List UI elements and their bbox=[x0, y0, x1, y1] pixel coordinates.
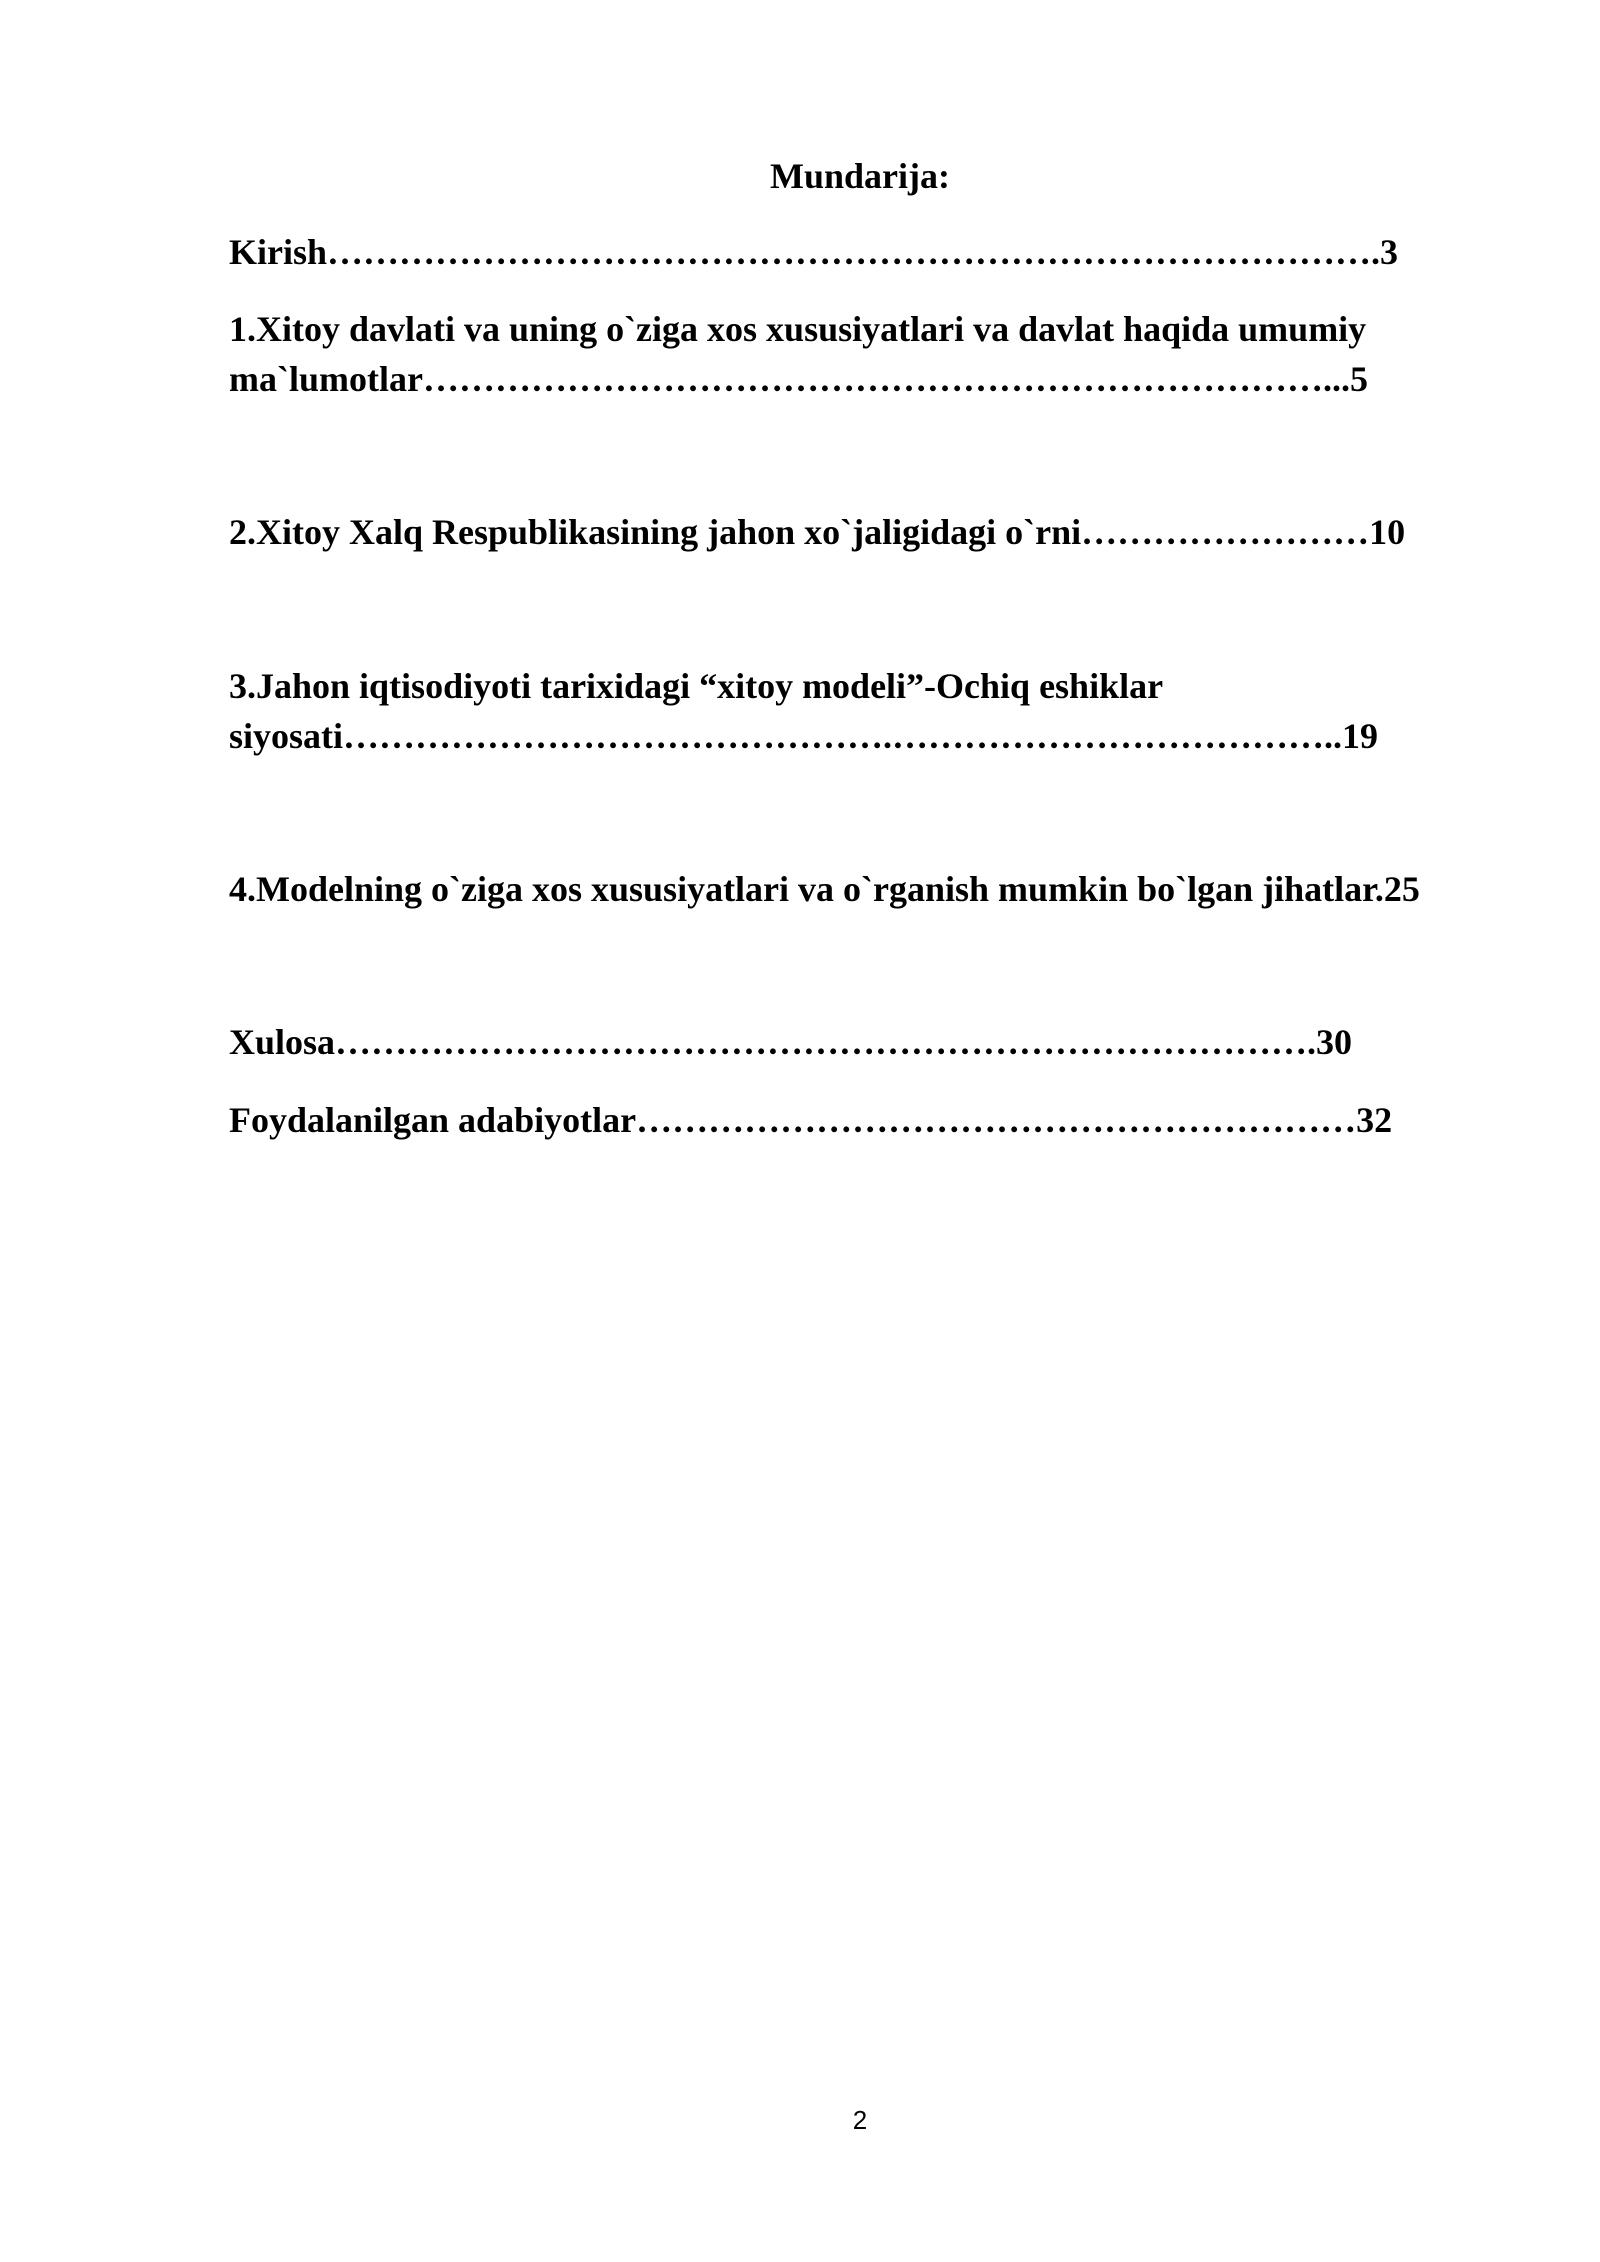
toc-entry-section-3-line-2: siyosati……………………………………….………………………………..19 bbox=[229, 716, 1379, 756]
toc-entry-xulosa: Xulosa……………………………………………………………………….30 bbox=[229, 1022, 1353, 1062]
toc-entry-section-2: 2.Xitoy Xalq Respublikasining jahon xo`jaligidagi o`rni……………………10 bbox=[229, 512, 1406, 552]
toc-entry-section-1-line-2: ma`lumotlar…………………………………………………………………...5 bbox=[229, 359, 1368, 399]
toc-heading: Mundarija: bbox=[770, 156, 950, 196]
toc-entry-adabiyotlar: Foydalanilgan adabiyotlar……………………………………………………32 bbox=[229, 1100, 1393, 1140]
toc-entry-kirish: Kirish…………………………………………………………………………….3 bbox=[229, 232, 1399, 272]
toc-entry-section-3-line-1: 3.Jahon iqtisodiyoti tarixidagi “xitoy modeli”-Ochiq eshiklar bbox=[229, 666, 1164, 706]
page-number: 2 bbox=[852, 2105, 868, 2135]
toc-entry-section-4: 4.Modelning o`ziga xos xususiyatlari va o`rganish mumkin bo`lgan jihatlar.25 bbox=[229, 869, 1420, 909]
toc-entry-section-1-line-1: 1.Xitoy davlati va uning o`ziga xos xususiyatlari va davlat haqida umumiy bbox=[229, 309, 1367, 349]
